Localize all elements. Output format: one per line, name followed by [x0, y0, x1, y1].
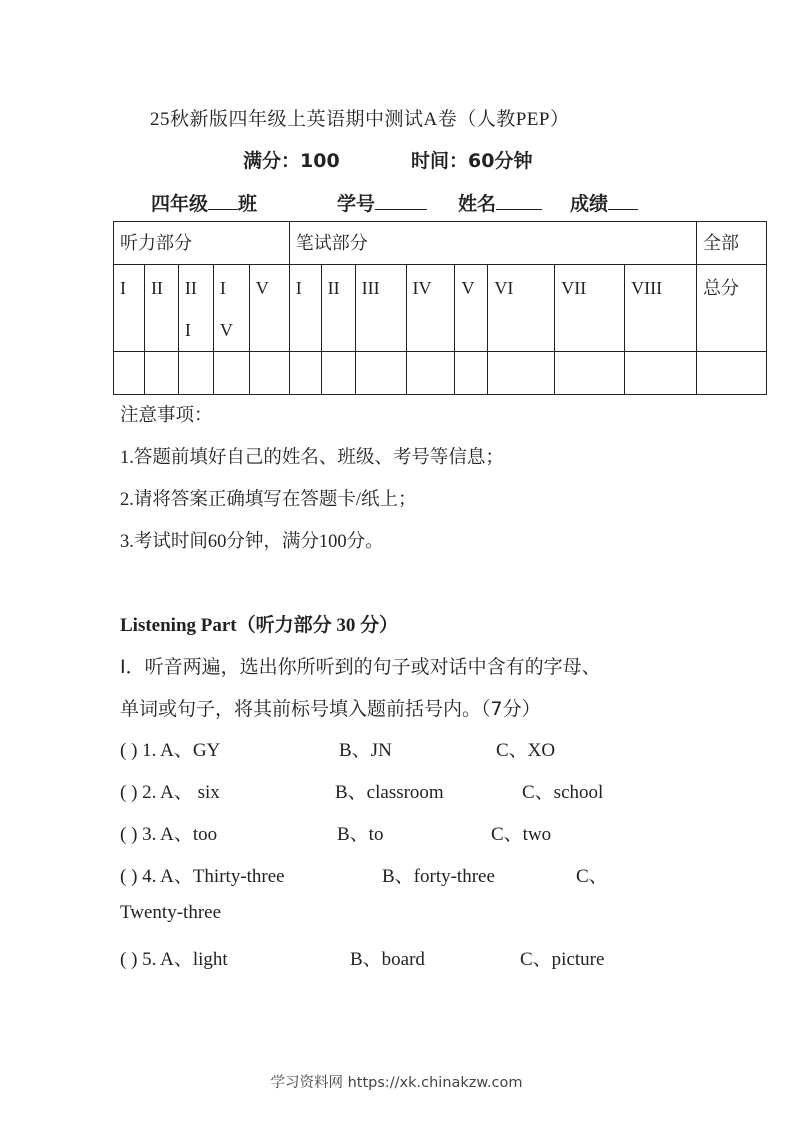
written-col-3: III — [355, 265, 406, 352]
student-name-field — [458, 189, 542, 216]
question-stem: ( ) 2. A、 six — [120, 782, 220, 803]
grade-class-field — [151, 189, 257, 216]
score-entry-cell[interactable] — [455, 352, 488, 395]
score-entry-cell[interactable] — [488, 352, 555, 395]
result-field — [570, 189, 638, 216]
question-stem: ( ) 5. A、light — [120, 949, 228, 970]
option-b: B、to — [337, 824, 384, 845]
question-intro: I．听音两遍，选出你所听到的句子或对话中含有的字母、 — [120, 656, 601, 678]
question-stem: ( ) 3. A、too — [120, 824, 218, 845]
score-entry-cell[interactable] — [249, 352, 289, 395]
score-entry-cell[interactable] — [355, 352, 406, 395]
score-entry-cell[interactable] — [289, 352, 321, 395]
score-entry-cell[interactable] — [555, 352, 625, 395]
option-c: C、school — [522, 782, 604, 803]
listening-col-2: II — [144, 265, 178, 352]
option-c: C、picture — [520, 949, 605, 970]
note-item: 3.考试时间60分钟，满分100分。 — [120, 532, 384, 552]
listening-col-3: II I — [178, 265, 213, 352]
total-top-cell: 全部 — [697, 222, 767, 265]
score-entry-cell[interactable] — [144, 352, 178, 395]
number-blank — [375, 191, 427, 210]
class-blank — [208, 191, 238, 210]
score-entry-cell[interactable] — [406, 352, 455, 395]
question-stem: ( ) 4. A、Thirty-three — [120, 866, 285, 887]
question-3 — [120, 819, 217, 846]
question-5 — [120, 944, 228, 971]
written-col-8: VIII — [625, 265, 697, 352]
score-entry-cell[interactable] — [213, 352, 249, 395]
question-2 — [120, 777, 220, 804]
written-section-cell: 笔试部分 — [289, 222, 696, 265]
class-label: 班 — [238, 193, 258, 215]
question-stem: ( ) 1. A、GY — [120, 740, 221, 761]
written-col-5: V — [455, 265, 488, 352]
score-table-header-row — [114, 222, 767, 265]
footer-watermark: 学习资料网 https://xk.chinakzw.com — [270, 1075, 523, 1091]
note-item: 2.请将答案正确填写在答题卡/纸上； — [120, 490, 417, 510]
score-entry-cell[interactable] — [625, 352, 697, 395]
option-c: C、XO — [496, 740, 556, 761]
number-label: 学号 — [337, 193, 376, 215]
listening-col-4: I V — [213, 265, 249, 352]
score-table-columns-row — [114, 265, 767, 352]
option-b: B、JN — [339, 740, 392, 761]
student-number-field — [337, 189, 427, 216]
exam-time: 时间：60分钟 — [411, 150, 533, 172]
result-label: 成绩 — [570, 193, 609, 215]
written-col-7: VII — [555, 265, 625, 352]
score-entry-cell[interactable] — [178, 352, 213, 395]
question-1 — [120, 735, 220, 762]
option-c: C、 — [576, 866, 608, 887]
grade-label: 四年级 — [151, 193, 209, 215]
full-score: 满分：100 — [243, 150, 340, 172]
option-b: B、forty-three — [382, 866, 495, 887]
listening-col-5: V — [249, 265, 289, 352]
name-blank — [496, 191, 542, 210]
score-entry-cell[interactable] — [697, 352, 767, 395]
option-b: B、board — [350, 949, 425, 970]
option-c: C、two — [491, 824, 552, 845]
name-label: 姓名 — [458, 193, 497, 215]
listening-section-cell: 听力部分 — [114, 222, 290, 265]
note-item: 1.答题前填好自己的姓名、班级、考号等信息； — [120, 448, 504, 468]
written-col-1: I — [289, 265, 321, 352]
written-col-6: VI — [488, 265, 555, 352]
listening-part-title: Listening Part（听力部分 30 分） — [120, 615, 399, 636]
result-blank — [608, 191, 638, 210]
listening-col-1: I — [114, 265, 145, 352]
question-4 — [120, 861, 285, 888]
option-b: B、classroom — [335, 782, 444, 803]
page-title: 25秋新版四年级上英语期中测试A卷（人教PEP） — [150, 109, 570, 130]
written-col-2: II — [321, 265, 355, 352]
total-bottom-cell: 总分 — [697, 265, 767, 352]
score-table — [113, 221, 767, 395]
score-entry-cell[interactable] — [321, 352, 355, 395]
score-entry-cell[interactable] — [114, 352, 145, 395]
notes-heading: 注意事项： — [120, 406, 213, 426]
score-entry-row — [114, 352, 767, 395]
question-intro: 单词或句子，将其前标号填入题前括号内。（7分） — [120, 698, 541, 720]
written-col-4: IV — [406, 265, 455, 352]
question-4-continuation: Twenty-three — [120, 902, 222, 923]
